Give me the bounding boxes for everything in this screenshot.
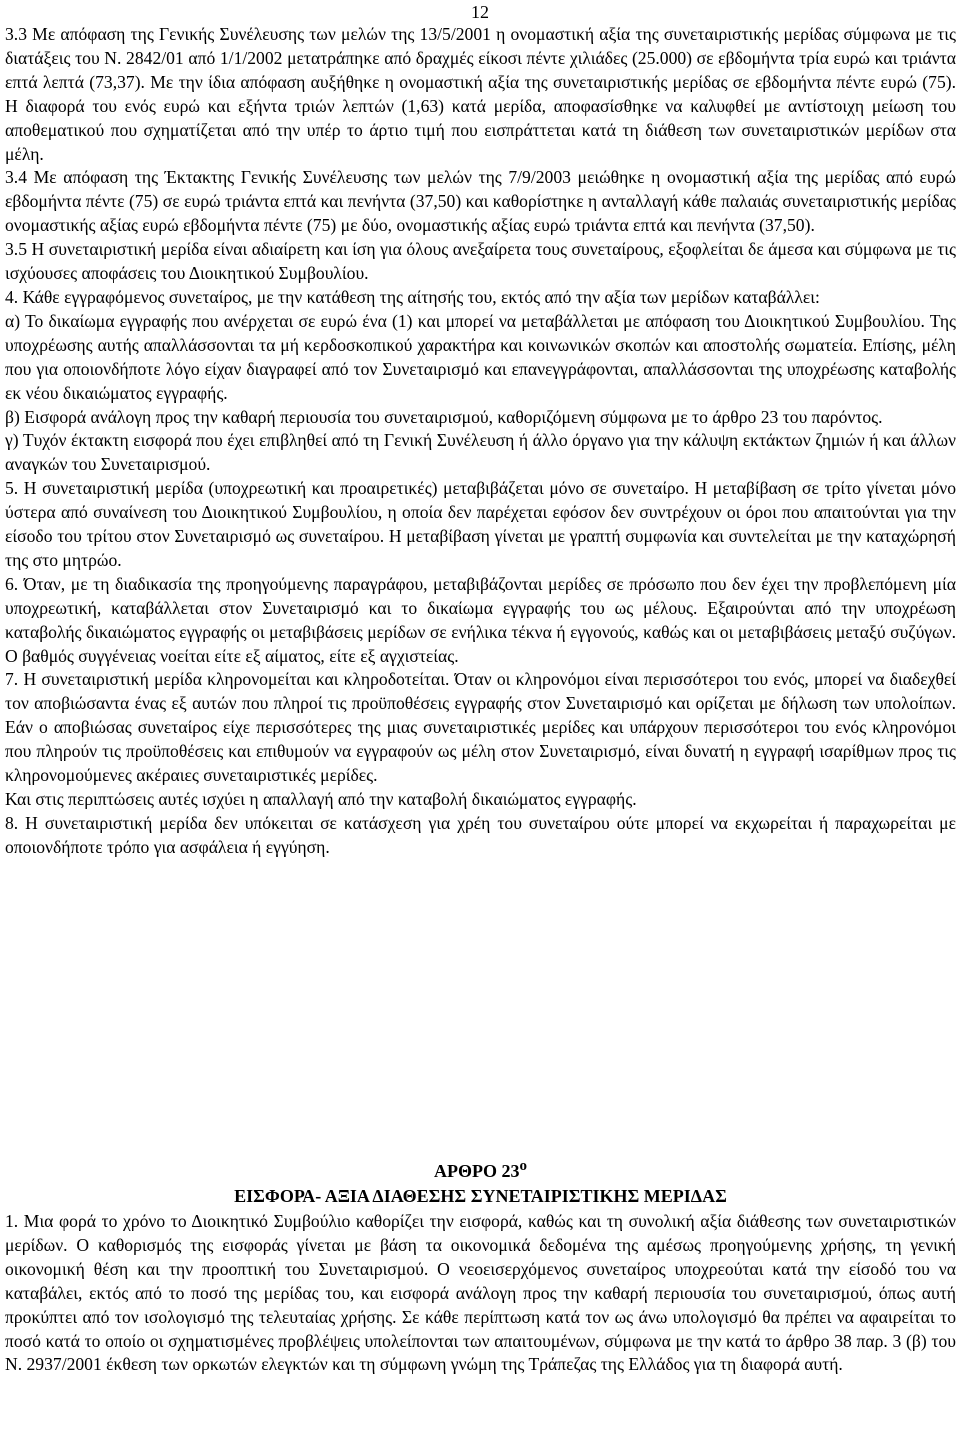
paragraph-3-4: 3.4 Με απόφαση της Έκτακτης Γενικής Συνέλευσης των μελών της 7/9/2003 μειώθηκε η ονομαστική αξία της μερίδας από ευρώ εβδομήντα πέντε (75) σε ευρώ τριάντα επτά και πενήντα (37,50) και καθορίστηκε η ανταλλαγή κάθε παλαιάς συνεταιριστικής μερίδας ονομαστικής αξίας ευρώ εβδομήντα πέντε (75) με δύο, ονομαστικής αξίας ευρώ τριάντα επτά και πενήντα (37,50). <box>5 167 956 236</box>
paragraph-3-5: 3.5 Η συνεταιριστική μερίδα είναι αδιαίρετη και ίση για όλους ανεξαίρετα τους συνεταίρους, εξοφλείται δε άμεσα και σύμφωνα με τις ισχύουσες αποφάσεις του Διοικητικού Συμβουλίου. <box>5 239 956 284</box>
paragraph-7: 7. Η συνεταιριστική μερίδα κληρονομείται και κληροδοτείται. Όταν οι κληρονόμοι είναι περισσότεροι του ενός, μπορεί να διαδεχθεί τον αποβιώσαντα ένας εξ αυτών που πληροί τις προϋποθέσεις εγγραφής στον Συνεταιρισμό και ορίζεται με δήλωση των υπολοίπων. Εάν ο αποβιώσας συνεταίρος είχε περισσότερες της μιας συνεταιριστικές μερίδες και υπάρχουν περισσότεροι του ενός κληρονόμοι που πληρούν τις προϋποθέσεις και επιθυμούν να εγγραφούν ως μέλη στον Συνεταιρισμό, είναι δυνατή η εγγραφή ισαρίθμων προς τις κληρονομούμενες ακέραιες συνεταιριστικές μερίδες. <box>5 669 956 786</box>
page-number: 12 <box>471 2 489 22</box>
paragraph-4: 4. Κάθε εγγραφόμενος συνεταίρος, με την κατάθεση της αίτησής του, εκτός από την αξία των μερίδων καταβάλλει: <box>5 286 820 307</box>
paragraph-4b: β) Εισφορά ανάλογη προς την καθαρή περιουσία του συνεταιρισμού, καθοριζόμενη σύμφωνα με το άρθρο 23 του παρόντος. <box>5 406 883 427</box>
article-title: ΕΙΣΦΟΡΑ- ΑΞΙΑ ΔΙΑΘΕΣΗΣ ΣΥΝΕΤΑΙΡΙΣΤΙΚΗΣ ΜΕΡΙΔΑΣ <box>234 1186 727 1206</box>
article-paragraph-1: 1. Μια φορά το χρόνο το Διοικητικό Συμβούλιο καθορίζει την εισφορά, καθώς και τη συνολική αξία διάθεσης των συνεταιριστικών μερίδων. Ο καθορισμός της εισφοράς γίνεται με βάση τα οικονομικά δεδομένα της αμέσως προηγούμενης χρήσης, τη γενική οικονομική θέση και την προοπτική του Συνεταιρισμού. Ο νεοεισερχόμενος συνεταίρος υποχρεούται κατά την είσοδό του να καταβάλει, εκτός από το ποσό της μερίδας του, και εισφορά ανάλογη προς την καθαρή περιουσία του συνεταιρισμού, όπως αυτή προκύπτει από τον ισολογισμό της τελευταίας χρήσης. Σε κάθε περίπτωση κατά τον ως άνω υπολογισμό θα πρέπει να αφαιρείται το ποσό κατά το οποίο οι σχηματισμένες προβλέψεις υπολείπονται των απαιτουμένων, σύμφωνα με την κατά το άρθρο 38 παρ. 3 (β) του Ν. 2937/2001 έκθεση των ορκωτών ελεγκτών και τη σύμφωνη γνώμη της Τράπεζας της Ελλάδος για τη διαφορά αυτή. <box>5 1211 956 1375</box>
document-body <box>5 23 956 860</box>
paragraph-7-note: Και στις περιπτώσεις αυτές ισχύει η απαλλαγή από την καταβολή δικαιώματος εγγραφής. <box>5 789 637 809</box>
article-number-suffix: ο <box>519 1158 527 1174</box>
paragraph-4a: α) Το δικαίωμα εγγραφής που ανέρχεται σε ευρώ ένα (1) και μπορεί να μεταβάλλεται με απόφαση του Διοικητικού Συμβουλίου. Της υποχρέωσης αυτής απαλλάσσονται τα μή κερδοσκοπικού χαρακτήρα και κοινωνικών σκοπών και αποστολής σωματεία. Επίσης, μέλη που για οποιονδήποτε λόγο είχαν διαγραφεί από τον Συνεταιρισμό και επανεγγράφονται, απαλλάσσονται της υποχρέωσης καταβολής εκ νέου δικαιώματος εγγραφής. <box>5 310 956 403</box>
article-23-section <box>5 1154 956 1377</box>
paragraph-4c: γ) Τυχόν έκτακτη εισφορά που έχει επιβληθεί από τη Γενική Συνέλευση ή άλλο όργανο για την κάλυψη εκτάκτων ζημιών ή και άλλων αναγκών του Συνεταιρισμού. <box>5 430 956 475</box>
paragraph-8: 8. Η συνεταιριστική μερίδα δεν υπόκειται σε κατάσχεση για χρέη του συνεταίρου ούτε μπορεί να εκχωρείται ή παραχωρείται με οποιονδήποτε τρόπο για ασφάλεια ή εγγύηση. <box>5 812 956 857</box>
paragraph-3-3: 3.3 Με απόφαση της Γενικής Συνέλευσης των μελών της 13/5/2001 η ονομαστική αξία της συνεταιριστικής μερίδας σύμφωνα με τις διατάξεις του Ν. 2842/01 από 1/1/2002 μετατράπηκε από δραχμές είκοσι πέντε χιλιάδες (25.000) σε εβδομήντα τρία ευρώ και τριάντα επτά λεπτά (73,37). Με την ίδια απόφαση αυξήθηκε η ονομαστική αξία της συνεταιριστικής μερίδας σε εβδομήντα πέντε ευρώ (75). Η διαφορά του ενός ευρώ και εξήντα τριών λεπτών (1,63) κατά μερίδα, αποφασίσθηκε να καλυφθεί με αντίστοιχη μείωση του αποθεματικού που σχηματίζεται από την υπέρ το άρτιο τιμή που εισπράττεται κατά τη διάθεση των συνεταιριστικών μερίδων στα μέλη. <box>5 24 956 164</box>
article-number <box>5 1154 956 1184</box>
article-number-text: ΑΡΘΡΟ 23 <box>434 1161 520 1181</box>
paragraph-5: 5. Η συνεταιριστική μερίδα (υποχρεωτική και προαιρετικές) μεταβιβάζεται μόνο σε συνεταίρο. Η μεταβίβαση σε τρίτο γίνεται μόνο ύστερα από συναίνεση του Διοικητικού Συμβουλίου, η οποία δεν παρέχεται εφόσον δεν συντρέχουν οι όροι που απαιτούνται για την είσοδο του τρίτου στον Συνεταιρισμό ως συνεταίρου. Η μεταβίβαση γίνεται με γραπτή συμφωνία και συντελείται με την καταχώρησή της στο μητρώο. <box>5 478 956 570</box>
paragraph-6: 6. Όταν, με τη διαδικασία της προηγούμενης παραγράφου, μεταβιβάζονται μερίδες σε πρόσωπο που δεν έχει την προβλεπόμενη μία υποχρεωτική, καταβάλλεται στον Συνεταιρισμό και το δικαίωμα εγγραφής του ως μέλους. Εξαιρούνται από την υποχρέωση καταβολής δικαιώματος εγγραφής οι μεταβιβάσεις μερίδων σε ενήλικα τέκνα ή εγγονούς, καθώς και οι μεταβιβάσεις μεταξύ συζύγων. Ο βαθμός συγγένειας νοείται είτε εξ αίματος, είτε εξ αγχιστείας. <box>5 573 956 666</box>
